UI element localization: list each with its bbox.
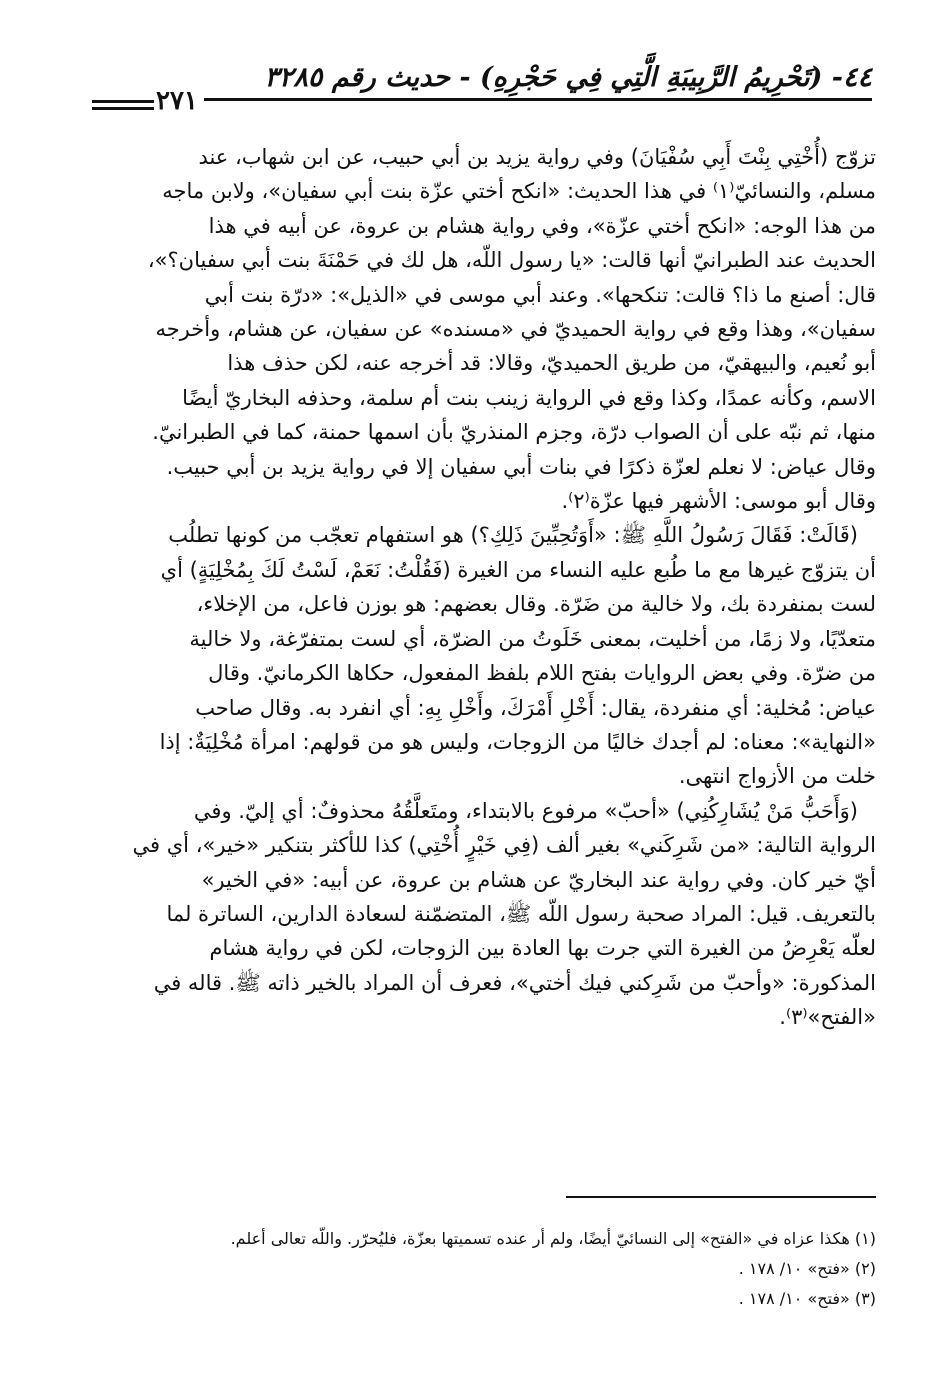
text-line: «الفتح»⁽٣⁾. (779, 1005, 876, 1030)
footnote-2: (٢) «فتح» ١٠/ ١٧٨ . (738, 1259, 876, 1278)
text-line: من هذا الوجه: «انكح أختي عزّة»، وفي رواية هشام بن عروة، عن أبيه في هذا (208, 213, 876, 238)
text-line: لعلّه يَعْرِضُ من الغيرة التي جرت بها العادة بين الزوجات، لكن في رواية هشام (209, 936, 876, 961)
text-line: «النهاية»: معناه: لم أجدك خاليًا من الزوجات، وليس هو من قولهم: امرأة مُخْلِيَةٌ: إذا (159, 729, 876, 754)
text-line: أيّ خير كان. وفي رواية عند البخاريّ عن هشام بن عروة، عن أبيه: «في الخير» (201, 867, 876, 892)
text-line: المذكورة: «وأحبّ من شَرِكني فيك أختي»، فعرف أن المراد بالخير ذاته ﷺ. قاله في (153, 970, 876, 995)
text-line: تزوّج (أُخْتِي بِنْتَ أَبِي سُفْيَانَ) وفي رواية يزيد بن أبي حبيب، عن ابن شهاب، عند (198, 145, 876, 169)
text-line: منها، ثم نبّه على أن الصواب درّة، وجزم المنذريّ بأن اسمها حمنة، كما في الطبرانيّ. (152, 420, 876, 445)
page-number: ٢٧١ (156, 86, 198, 116)
text-line: سفيان»، وهذا وقع في رواية الحميديّ في «مسنده» عن سفيان، عن هشام، وأخرجه (155, 317, 876, 342)
text-line: لست بمنفردة بك، ولا خالية من ضَرّة. وقال بعضهم: هو بوزن فاعل، من الإخلاء، (196, 592, 876, 617)
text-line: عياض: مُخلية: أي منفردة، يقال: أَخْلِ أَمْرَكَ، وأَخْلِ بِهِ: أي انفرد به. وقال صاحب (195, 695, 876, 720)
running-header (92, 60, 872, 118)
footnotes (86, 1224, 876, 1314)
footnote-3: (٣) «فتح» ١٠/ ١٧٨ . (738, 1289, 876, 1308)
text-line: وقال عياض: لا نعلم لعزّة ذكرًا في بنات أبي سفيان إلا في رواية يزيد بن أبي حبيب. (166, 454, 876, 479)
header-rule (204, 98, 872, 101)
page-number-rule-bottom (92, 107, 154, 110)
text-line: أبو نُعيم، والبيهقيّ، من طريق الحميديّ، وقالا: قد أخرجه عنه، لكن حذف هذا (227, 351, 876, 376)
text-line: الاسم، وكأنه عمدًا، وكذا وقع في الرواية زينب بنت أم سلمة، وحذفه البخاريّ أيضًا (182, 385, 876, 410)
page-number-rule-top (92, 100, 154, 103)
text-line: مسلم، والنسائيّ⁽١⁾ في هذا الحديث: «انكح أختي عزّة بنت أبي سفيان»، ولابن ماجه (162, 179, 876, 204)
footnote-1: (١) هكذا عزاه في «الفتح» إلى النسائيّ أيضًا، ولم أر عنده تسميتها بعزّة، فليُحرّر. واللّه تعالى أعلم. (230, 1229, 876, 1248)
text-line: (قَالَتْ: فَقَالَ رَسُولُ اللَّهِ ﷺ: «أَوَتُحِبِّينَ ذَلِكِ؟) هو استفهام تعجّب من كونها تطلُب (168, 523, 858, 548)
text-line: قال: أصنع ما ذا؟ قالت: تنكحها». وعند أبي موسى في «الذيل»: «درّة بنت أبي (204, 282, 876, 307)
text-line: خلت من الأزواج انتهى. (678, 764, 876, 789)
text-line: الحديث عند الطبرانيّ أنها قالت: «يا رسول اللّه، هل لك في حَمْنَةَ بنت أبي سفيان؟»، (147, 248, 876, 273)
text-line: متعدّيًا، ولا زمًا، من أخليت، بمعنى خَلَوتُ من الضرّة، أي لست بمتفرّغة، ولا خالية (189, 626, 876, 651)
header-title: ٤٤- (تَحْرِيمُ الرَّبِيبَةِ الَّتِي فِي حَجْرِهِ) - حديث رقم ٣٢٨٥ (264, 62, 872, 93)
text-line: أن يتزوّج غيرها مع ما طُبع عليه النساء من الغيرة (فَقُلْتُ: نَعَمْ، لَسْتُ لَكَ بِمُخْلِيَةٍ) أي (160, 557, 876, 582)
body-text (86, 140, 876, 1035)
text-line: من ضرّة. وفي بعض الروايات بفتح اللام بلفظ المفعول، حكاها الكرمانيّ. وقال (208, 661, 876, 686)
footnote-separator (566, 1196, 876, 1198)
text-line: الرواية التالية: «من شَرِكَني» بغير ألف (فِي خَيْرٍ أُخْتِي) كذا للأكثر بتنكير «خير»، أي في (132, 833, 876, 858)
text-line: (وَأَحَبُّ مَنْ يُشَارِكُنِي) «أحبّ» مرفوع بالابتداء، ومتَعلَّقُهُ محذوفٌ: أي إليّ. وفي (193, 798, 858, 823)
text-line: وقال أبو موسى: الأشهر فيها عزّة⁽٢⁾. (561, 489, 876, 514)
text-line: بالتعريف. قيل: المراد صحبة رسول اللّه ﷺ، المتضمّنة لسعادة الدارين، الساترة لما (166, 901, 876, 926)
